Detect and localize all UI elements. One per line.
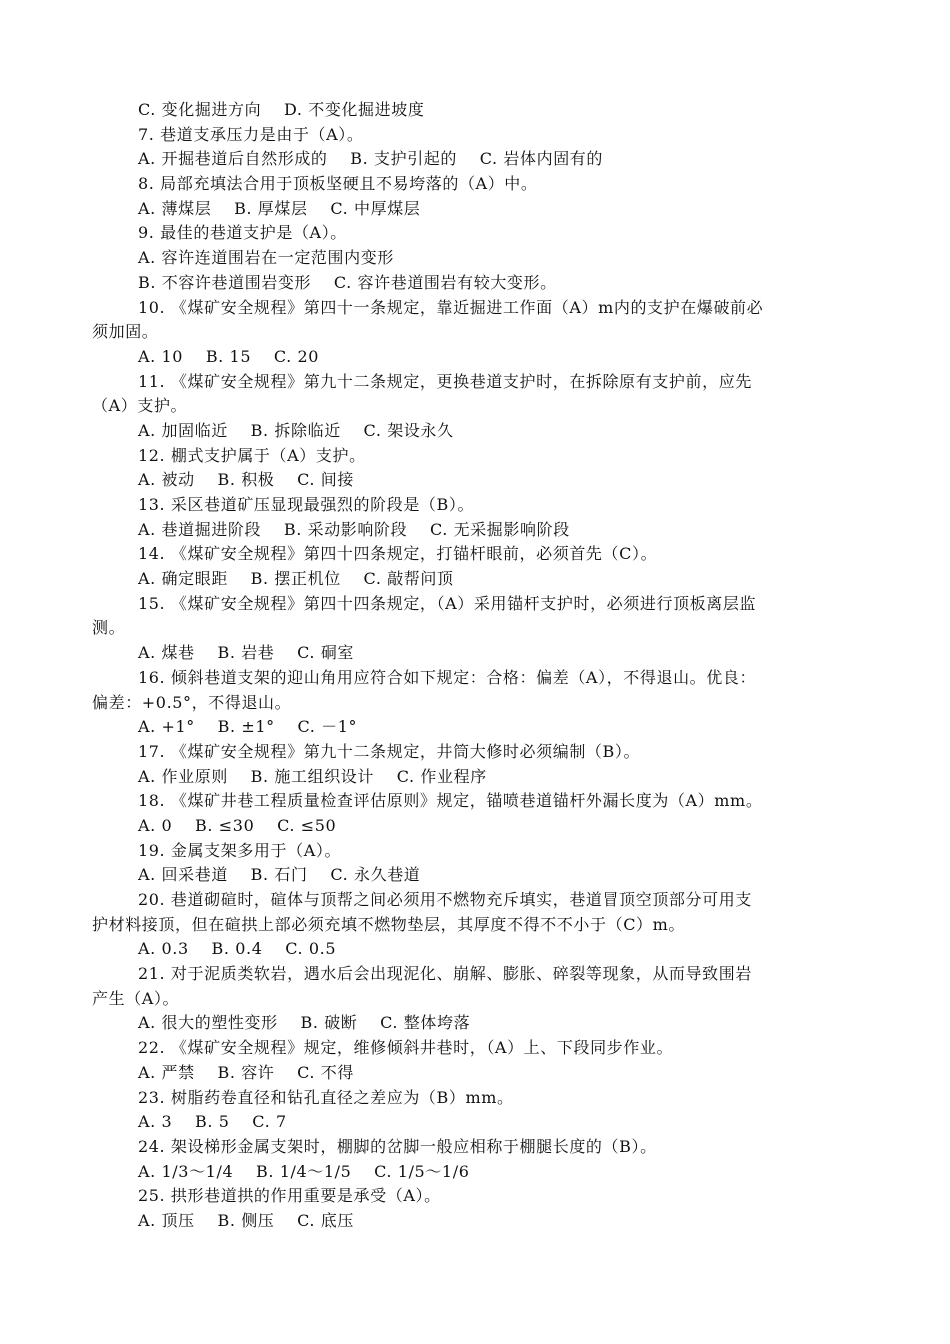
text-line-continuation: 护材料接顶，但在碹拱上部必须充填不燃物垫层，其厚度不得不不小于（C）m。 (92, 914, 686, 934)
text-line: 18. 《煤矿井巷工程质量检查评估原则》规定，锚喷巷道锚杆外漏长度为（A）mm。 (138, 791, 763, 811)
text-line: 12. 棚式支护属于（A）支护。 (138, 445, 366, 465)
text-line: A. 10 B. 15 C. 20 (138, 346, 320, 366)
text-line: A. 顶压 B. 侧压 C. 底压 (138, 1210, 354, 1230)
text-line: A. 0 B. ≤30 C. ≤50 (138, 815, 337, 835)
text-line: A. 回采巷道 B. 石门 C. 永久巷道 (138, 865, 421, 885)
text-line: 16. 倾斜巷道支架的迎山角用应符合如下规定：合格：偏差（A），不得退山。优良： (138, 667, 757, 687)
text-line: 17. 《煤矿安全规程》第九十二条规定，井筒大修时必须编制（B）。 (138, 741, 641, 761)
text-line: A. 容许连道围岩在一定范围内变形 (138, 248, 394, 268)
text-line: 19. 金属支架多用于（A）。 (138, 840, 342, 860)
text-line: B. 不容许巷道围岩变形 C. 容许巷道围岩有较大变形。 (138, 272, 557, 292)
text-line: A. 作业原则 B. 施工组织设计 C. 作业程序 (138, 766, 487, 786)
text-line: 21. 对于泥质类软岩，遇水后会出现泥化、崩解、膨胀、碎裂等现象，从而导致围岩 (138, 964, 752, 984)
text-line: A. 薄煤层 B. 厚煤层 C. 中厚煤层 (138, 198, 421, 218)
text-line: 10. 《煤矿安全规程》第四十一条规定，靠近掘进工作面（A）m内的支护在爆破前必 (138, 297, 764, 317)
text-line-continuation: 须加固。 (92, 322, 159, 342)
text-line: 8. 局部充填法合用于顶板坚硬且不易垮落的（A）中。 (138, 174, 538, 194)
text-line-continuation: （A）支护。 (92, 396, 188, 416)
text-line: A. +1° B. ±1° C. －1° (138, 717, 358, 737)
text-line: 24. 架设梯形金属支架时，棚脚的岔脚一般应相称于棚腿长度的（B）。 (138, 1136, 657, 1156)
text-line: 15. 《煤矿安全规程》第四十四条规定，（A）采用锚杆支护时，必须进行顶板离层监 (138, 593, 757, 613)
text-line: 9. 最佳的巷道支护是（A）。 (138, 223, 347, 243)
text-line: A. 巷道掘进阶段 B. 采动影响阶段 C. 无采掘影响阶段 (138, 519, 570, 539)
text-line: 11. 《煤矿安全规程》第九十二条规定，更换巷道支护时，在拆除原有支护前，应先 (138, 371, 752, 391)
text-line-continuation: 测。 (92, 618, 126, 638)
text-line: A. 0.3 B. 0.4 C. 0.5 (138, 939, 337, 959)
text-line: A. 1/3～1/4 B. 1/4～1/5 C. 1/5～1/6 (138, 1161, 470, 1181)
text-line: A. 开掘巷道后自然形成的 B. 支护引起的 C. 岩体内固有的 (138, 149, 603, 169)
document-body (92, 98, 860, 1234)
text-line: A. 严禁 B. 容许 C. 不得 (138, 1062, 354, 1082)
text-line: A. 煤巷 B. 岩巷 C. 硐室 (138, 643, 354, 663)
text-line: C. 变化掘进方向 D. 不变化掘进坡度 (138, 100, 425, 119)
text-line: 25. 拱形巷道拱的作用重要是承受（A）。 (138, 1186, 441, 1206)
text-line: 22. 《煤矿安全规程》规定，维修倾斜井巷时，（A）上、下段同步作业。 (138, 1038, 674, 1058)
text-line: 14. 《煤矿安全规程》第四十四条规定，打锚杆眼前，必须首先（C）。 (138, 544, 658, 564)
text-line: 20. 巷道砌碹时，碹体与顶帮之间必须用不燃物充斥填实，巷道冒顶空顶部分可用支 (138, 890, 752, 909)
text-line: A. 被动 B. 积极 C. 间接 (138, 470, 354, 490)
text-line-continuation: 产生（A）。 (92, 988, 180, 1008)
text-line: A. 很大的塑性变形 B. 破断 C. 整体垮落 (138, 1013, 471, 1033)
text-line: 23. 树脂药卷直径和钻孔直径之差应为（B）mm。 (138, 1087, 514, 1107)
text-line: 7. 巷道支承压力是由于（A）。 (138, 124, 364, 144)
text-line: A. 加固临近 B. 拆除临近 C. 架设永久 (138, 420, 454, 440)
text-line: A. 3 B. 5 C. 7 (138, 1112, 287, 1132)
text-line-continuation: 偏差：+0.5°，不得退山。 (92, 692, 292, 712)
text-line: A. 确定眼距 B. 摆正机位 C. 敲帮问顶 (138, 569, 454, 589)
text-line: 13. 采区巷道矿压显现最强烈的阶段是（B）。 (138, 495, 475, 514)
